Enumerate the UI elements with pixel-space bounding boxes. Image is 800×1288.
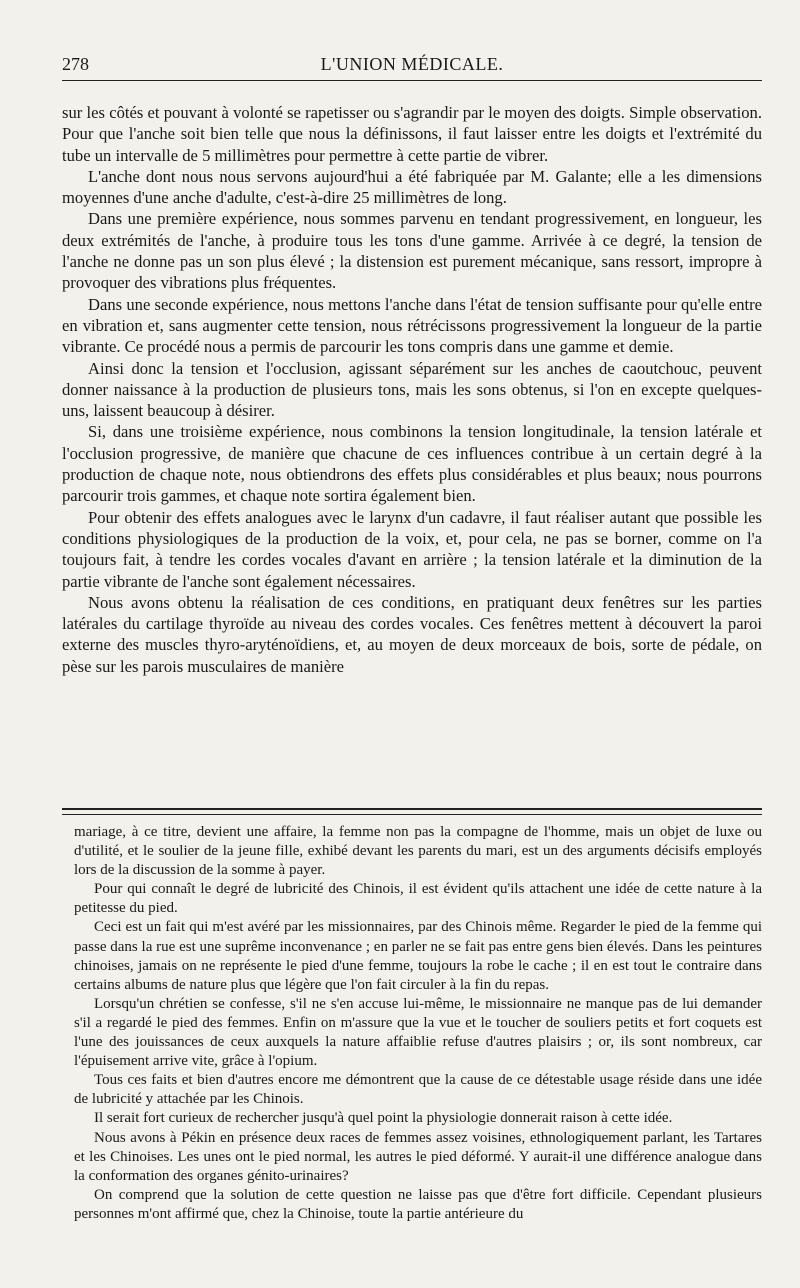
footnote-paragraph: Ceci est un fait qui m'est avéré par les missionnaires, par des Chinois même. Regarder le pied de la femme qui passe dans la rue est une suprême inconvenance ; en parler ne se fait pas entre gens bien élevés. Dans les peintures chinoises, jamais on ne représente le pied d'une femme, toujours la robe le cache ; il en est tout le contraire dans certains albums de nature plus que légère que l'on fait circuler à la fin du repas. (74, 919, 762, 993)
paragraph: sur les côtés et pouvant à volonté se rapetisser ou s'agrandir par le moyen des doigts. Simple observation. Pour que l'anche soit bien telle que nous la définissons, il faut laisser entre les doigts et l'extrémité du tube un intervalle de 5 millimètres pour permettre à cette partie de vibrer. (62, 103, 762, 165)
page-number: 278 (62, 54, 89, 74)
paragraph: Ainsi donc la tension et l'occlusion, agissant séparément sur les anches de caoutchouc, peuvent donner naissance à la production de plusieurs tons, mais les sons obtenus, si l'on en excepte quelques-uns, laissent beaucoup à désirer. (62, 358, 762, 421)
footnote-paragraph: Tous ces faits et bien d'autres encore me démontrent que la cause de ce détestable usage réside dans une idée de lubricité y attachée par les Chinois. (74, 1072, 762, 1108)
footnote-paragraph: Il serait fort curieux de rechercher jusqu'à quel point la physiologie donnerait raison à cette idée. (94, 1110, 673, 1127)
paragraph: Dans une première expérience, nous sommes parvenu en tendant progressivement, en longueur, les deux extrémités de l'anche, à produire tous les tons d'une gamme. Arrivée à ce degré, la tension de l'anche ne donne pas un son plus élevé ; la distension est purement mécanique, sans ressort, impropre à provoquer des vibrations plus fréquentes. (62, 209, 762, 293)
main-text (62, 102, 762, 677)
footnote-paragraph: Pour qui connaît le degré de lubricité des Chinois, il est évident qu'ils attachent une idée de cette nature à la petitesse du pied. (74, 881, 762, 917)
paragraph: Nous avons obtenu la réalisation de ces conditions, en pratiquant deux fenêtres sur les parties latérales du cartilage thyroïde au niveau des cordes vocales. Ces fenêtres mettent à découvert la paroi externe des muscles thyro-aryténoïdiens, et, au moyen de deux morceaux de bois, sorte de pédale, on pèse sur les parois musculaires de manière (62, 592, 762, 676)
page-header (62, 48, 762, 76)
footnote-paragraph: Nous avons à Pékin en présence deux races de femmes assez voisines, ethnologiquement parlant, les Tartares et les Chinoises. Les unes ont le pied normal, les autres le pied déformé. Y aurait-il une différence analogue dans la conformation des organes génito-urinaires? (74, 1129, 762, 1184)
footnote-separator (62, 808, 762, 815)
paragraph: Si, dans une troisième expérience, nous combinons la tension longitudinale, la tension latérale et l'occlusion progressive, de manière que chacune de ces influences contribue à un certain degré à la production de chaque note, nous obtiendrons des effets plus considérables et plus beaux; nous pourrons parcourir trois gammes, et chaque note sortira également bien. (62, 422, 762, 506)
footnote-paragraph: mariage, à ce titre, devient une affaire, la femme non pas la compagne de l'homme, mais un objet de luxe ou d'utilité, et le soulier de la jeune fille, exhibé devant les parents du mari, est un des arguments décisifs employés lors de la discussion de la somme à payer. (74, 824, 762, 879)
header-rule (62, 80, 762, 81)
footnote-text (74, 823, 762, 1224)
footnote-paragraph: On comprend que la solution de cette question ne laisse pas que d'être fort difficile. Cependant plusieurs personnes m'ont affirmé que, chez la Chinoise, toute la partie antérieure du (74, 1186, 762, 1222)
paragraph: Dans une seconde expérience, nous mettons l'anche dans l'état de tension suffisante pour qu'elle entre en vibration et, sans augmenter cette tension, nous rétrécissons progressivement la longueur de la partie vibrante. Ce procédé nous a permis de parcourir les tons compris dans une gamme et demie. (62, 294, 762, 357)
paragraph: Pour obtenir des effets analogues avec le larynx d'un cadavre, il faut réaliser autant que possible les conditions physiologiques de la production de la voix, et, pour cela, ne pas se borner, comme on l'a toujours fait, à tendre les cordes vocales d'avant en arrière ; la tension latérale et la diminution de la partie vibrante de l'anche sont également nécessaires. (62, 507, 762, 591)
book-page (62, 48, 762, 1222)
paragraph: L'anche dont nous nous servons aujourd'hui a été fabriquée par M. Galante; elle a les dimensions moyennes d'une anche d'adulte, c'est-à-dire 25 millimètres de long. (62, 166, 762, 208)
running-title: L'UNION MÉDICALE. (320, 54, 504, 74)
footnote-paragraph: Lorsqu'un chrétien se confesse, s'il ne s'en accuse lui-même, le missionnaire ne manque pas de lui demander s'il a regardé le pied des femmes. Enfin on m'assure que la vue et le toucher de souliers petits et fort coquets est l'une des jouissances de ceux auxquels la nature affaiblie refuse d'autres plaisirs ; or, ils sont nombreux, car l'épuisement arrive vite, grâce à l'opium. (74, 995, 762, 1070)
